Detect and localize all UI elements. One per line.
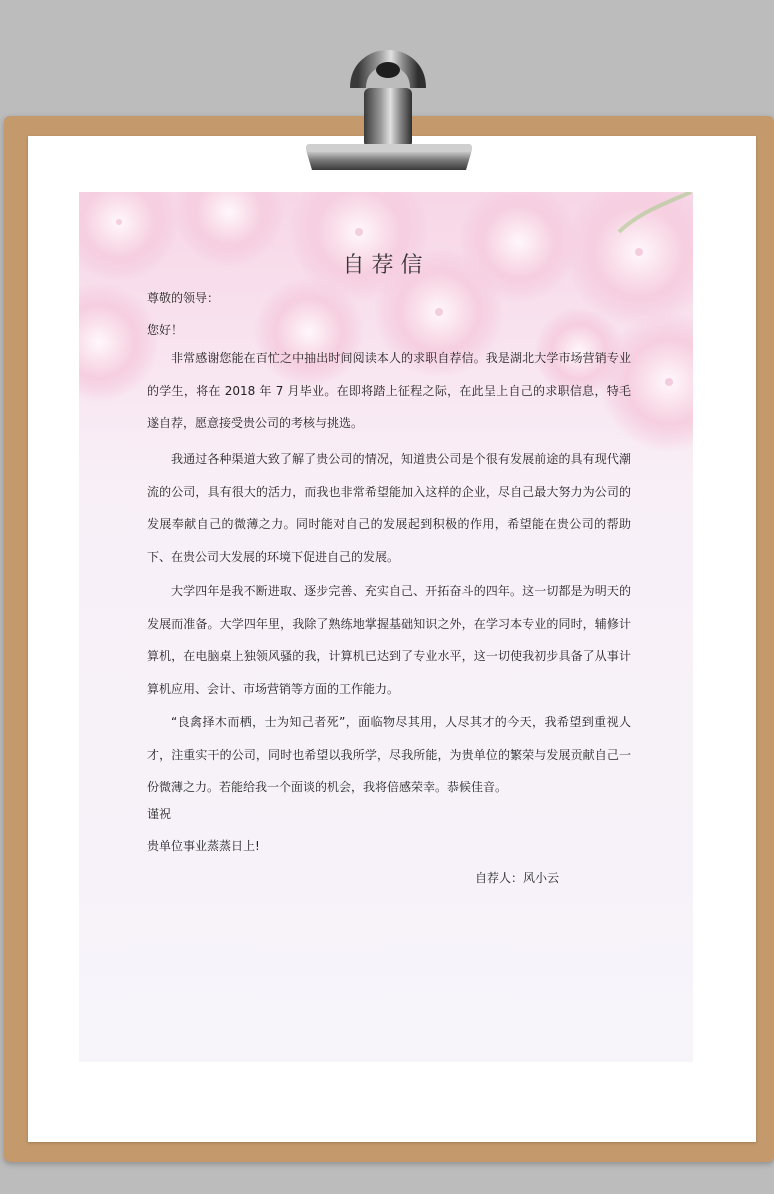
wish: 贵单位事业蒸蒸日上! [147, 839, 260, 853]
closing: 谨祝 [147, 807, 172, 821]
paragraph-university: 大学四年是我不断进取、逐步完善、充实自己、开拓奋斗的四年。这一切都是为明天的发展而准备。大学四年里，我除了熟练地掌握基础知识之外，在学习本专业的同时，辅修计算机，在电脑桌上独领风骚的我，计算机已达到了专业水平，这一切使我初步具备了从事计算机应用、会计、市场营销等方面的工作能力。 [147, 584, 631, 696]
paragraph-intro: 非常感谢您能在百忙之中抽出时间阅读本人的求职自荐信。我是湖北大学市场营销专业的学生，将在 2018 年 7 月毕业。在即将踏上征程之际，在此呈上自己的求职信息，特毛遂自荐，愿意接受贵公司的考核与挑选。 [147, 351, 631, 431]
paragraph-company: 我通过各种渠道大致了解了贵公司的情况，知道贵公司是个很有发展前途的具有现代潮流的公司，具有很大的活力，而我也非常希望能加入这样的企业，尽自己最大努力为公司的发展奉献自己的微薄之力。同时能对自己的发展起到积极的作用，希望能在贵公司的帮助下、在贵公司大发展的环境下促进自己的发展。 [147, 452, 631, 564]
salutation: 尊敬的领导： [147, 291, 220, 305]
letter-title: 自荐信 [342, 253, 430, 278]
paper-sheet [28, 136, 756, 1142]
signature: 自荐人：风小云 [475, 871, 560, 885]
clipboard [4, 116, 774, 1162]
greeting: 您好！ [147, 323, 184, 337]
cover-letter [79, 192, 693, 1062]
paragraph-aspiration: “良禽择木而栖，士为知己者死”，面临物尽其用，人尽其才的今天，我希望到重视人才，注重实干的公司，同时也希望以我所学，尽我所能，为贵单位的繁荣与发展贡献自己一份微薄之力。若能给我一个面谈的机会，我将倍感荣幸。恭候佳音。 [147, 715, 631, 795]
binder-clip [300, 28, 478, 178]
